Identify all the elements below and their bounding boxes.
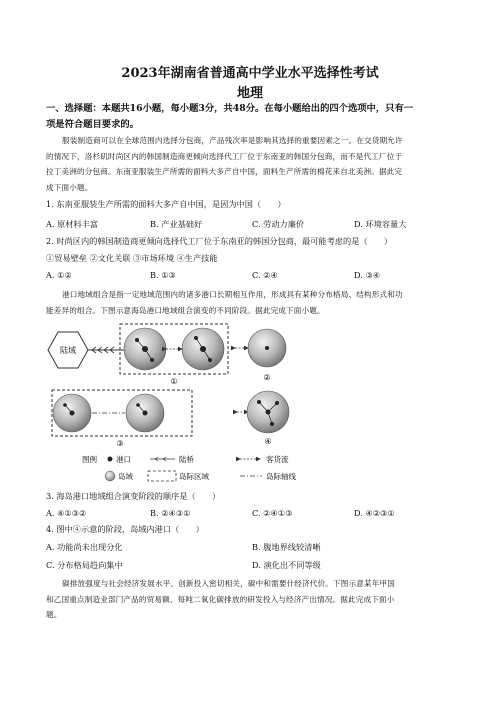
- passage-3-line: 碳排放强度与社会经济发展水平、创新投入密切相关，碳中和需要什经济代价。下图示意某年甲国: [62, 579, 395, 588]
- legend-title: 图例: [82, 455, 97, 464]
- q1-option-b: B. 产业基础好: [150, 219, 203, 229]
- stage-label-1: ①: [170, 377, 178, 386]
- passage-1: [46, 133, 456, 195]
- question-4-stem: 4. 图中④示意的阶段，岛域内港口（ ）: [46, 524, 204, 534]
- exam-subject: 地理: [236, 86, 263, 101]
- section-heading-line2: 项是符合题目要求的。: [46, 119, 139, 130]
- passage-1-line: 成下面小题。: [46, 182, 93, 192]
- q2-option-b: B. ①③: [150, 270, 176, 280]
- legend-port-symbol: [108, 457, 113, 462]
- stage-label-2: ②: [263, 373, 271, 382]
- question-3-stem: 3. 海岛港口地域组合演变阶段的顺序是（ ）: [46, 491, 221, 501]
- legend-island-symbol: [105, 471, 115, 481]
- legend-port-label: 港口: [116, 455, 131, 464]
- passage-3: [46, 576, 456, 623]
- q2-option-a: A. ①②: [46, 270, 72, 280]
- q3-option-c: C. ②④①③: [252, 508, 293, 518]
- q3-option-b: B. ②④③①: [150, 508, 191, 518]
- exam-title: 2023年湖南省普通高中学业水平选择性考试: [121, 66, 379, 81]
- legend-island-label: 岛域: [118, 472, 133, 481]
- passage-2-line: 港口地域组合是指一定地域范围内的诸多港口长期相互作用，形成具有某种分布格局、结构形式和功: [62, 290, 403, 299]
- section-heading: [46, 101, 456, 133]
- stage-label-4: ④: [264, 437, 272, 446]
- question-2-items: ①贸易壁垒 ②文化关联 ③市场环境 ④生产技能: [46, 253, 218, 263]
- q4-option-a: A. 功能尚未出现分化: [46, 542, 123, 552]
- passage-3-line: 和乙国重点制造业部门产品的贸易额、每吨二氧化碳排放的研发投入与经济产出情况。据此完成下面小: [46, 594, 395, 604]
- legend-region-label: 岛际区域: [179, 472, 209, 481]
- q3-option-a: A. ④①③②: [46, 508, 87, 518]
- legend-bridge-label: 陆桥: [179, 455, 194, 464]
- stage-2-diagram: [235, 329, 286, 382]
- figure-legend: [82, 454, 296, 481]
- q1-option-c: C. 劳动力廉价: [252, 219, 305, 229]
- passage-1-line: 拉丁美洲的分包商。东南亚服装生产所需的面料大多产自中国，面料生产所需的棉花来自北美洲。据此完: [46, 167, 403, 176]
- q1-option-a: A. 原材料丰富: [46, 219, 99, 229]
- stage-1-diagram: [48, 324, 228, 386]
- port: [265, 346, 269, 350]
- stage-label-3: ③: [116, 439, 124, 448]
- q4-option-d: D. 演化出不同等级: [252, 560, 321, 570]
- port-evolution-figure: [40, 320, 460, 490]
- question-1-stem: 1. 东南亚服装生产所需的面料大多产自中国，是因为中国（ ）: [46, 199, 286, 209]
- land-label: 陆域: [60, 346, 76, 355]
- passage-1-line: 的情况下，洛杉矶时尚区内的韩国制造商更倾向选择代工厂位于东南亚的韩国分包商，而不是代工厂位于: [46, 151, 403, 161]
- passage-1-line: 服装制造商可以在全球范围内选择分包商，产品残次率是影响其选择的重要因素之一。在交货期允许: [62, 136, 403, 145]
- q1-option-d: D. 环境容量大: [354, 219, 407, 229]
- stage-4-diagram: [237, 391, 289, 446]
- passage-3-line: 题。: [46, 610, 62, 619]
- q3-option-d: D. ④②③①: [354, 508, 395, 518]
- q4-option-b: B. 腹地界线较清晰: [252, 542, 321, 552]
- legend-axis-label: 岛际轴线: [266, 472, 296, 481]
- stage-3-diagram: [52, 390, 192, 448]
- legend-passenger-label: 客货流: [266, 455, 289, 464]
- section-heading-line1: 一、选择题：本题共16小题，每小题3分，共48分。在每小题给出的四个选项中，只有一: [46, 103, 414, 114]
- q4-option-c: C. 分布格局趋向集中: [46, 560, 123, 570]
- q2-option-d: D. ③④: [354, 270, 381, 280]
- q2-option-c: C. ②④: [252, 270, 278, 280]
- question-2-stem: 2. 时尚区内的韩国制造商更倾向选择代工厂位于东南亚的韩国分包商，最可能考虑的是（ ）: [46, 236, 393, 246]
- passage-2: [46, 287, 456, 318]
- legend-region-symbol: [148, 471, 176, 481]
- passage-2-line: 能差异的组合。下图示意海岛港口地域组合演变的不同阶段。据此完成下面小题。: [46, 305, 325, 315]
